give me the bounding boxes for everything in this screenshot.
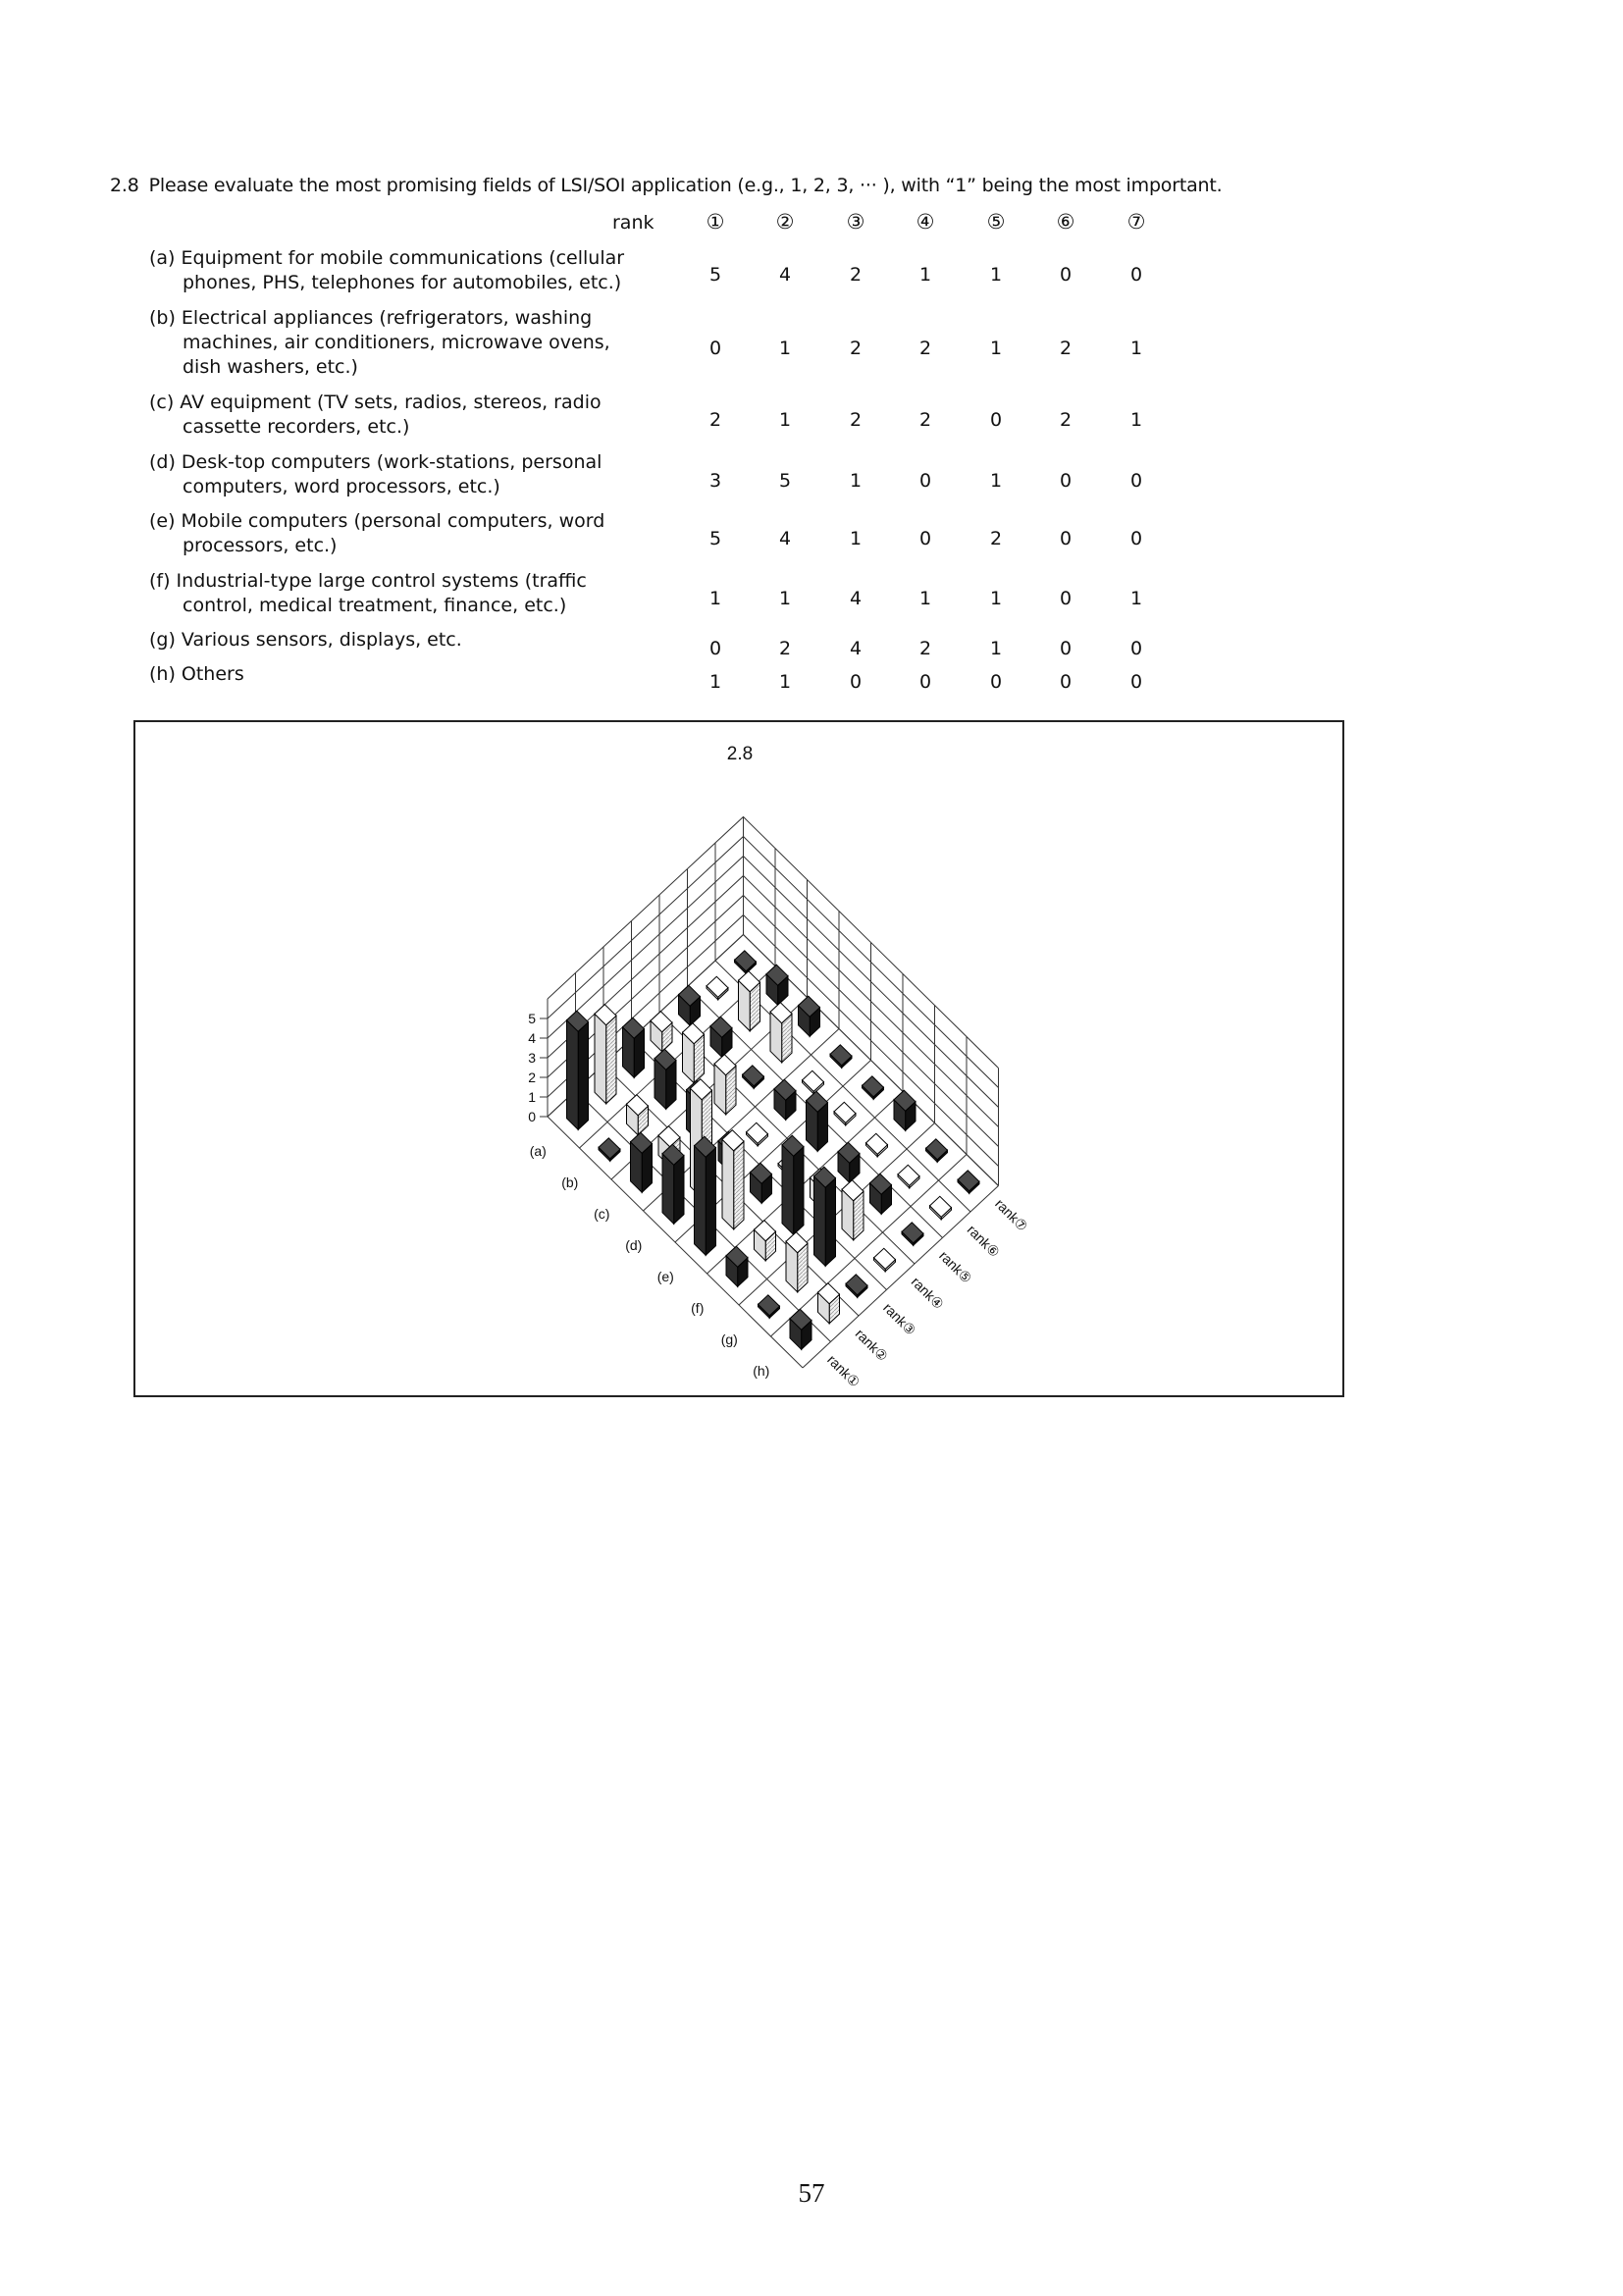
bar xyxy=(814,1176,826,1267)
row-label-line: (h) Others xyxy=(149,663,244,685)
bar xyxy=(846,1275,867,1295)
table-cell: 0 xyxy=(989,671,1003,693)
bar xyxy=(567,1020,579,1130)
category-label: (e) xyxy=(656,1269,674,1284)
table-cell: 4 xyxy=(849,638,863,659)
rank-3-heading: ③ xyxy=(846,210,865,234)
bar xyxy=(743,1066,764,1086)
bar xyxy=(674,1156,684,1225)
table-cell: 1 xyxy=(989,638,1003,659)
chart-title: 2.8 xyxy=(726,744,754,764)
series-label: rank⑤ xyxy=(936,1247,975,1287)
page-number: 57 xyxy=(798,2178,825,2208)
row-label xyxy=(149,450,602,499)
bar xyxy=(707,976,728,997)
z-tick-label: 2 xyxy=(528,1070,536,1085)
z-tick-label: 5 xyxy=(528,1011,536,1026)
row-label-line: (e) Mobile computers (personal computers, word xyxy=(149,510,605,532)
bar xyxy=(834,1102,856,1122)
table-cell: 0 xyxy=(1059,470,1073,492)
row-label-line: control, medical treatment, finance, etc.) xyxy=(183,595,567,616)
table-cell: 0 xyxy=(1129,528,1143,549)
bar xyxy=(706,1148,715,1256)
rank-2-heading: ② xyxy=(775,210,795,234)
table-cell: 1 xyxy=(989,470,1003,492)
table-cell: 0 xyxy=(1059,671,1073,693)
table-cell: 0 xyxy=(708,638,722,659)
table-cell: 5 xyxy=(778,470,792,492)
row-label-line: (g) Various sensors, displays, etc. xyxy=(149,629,462,651)
row-label-line: (c) AV equipment (TV sets, radios, stereos, radio xyxy=(149,391,602,413)
category-label: (f) xyxy=(691,1300,705,1316)
table-cell: 2 xyxy=(989,528,1003,549)
row-label-line: (a) Equipment for mobile communications (cellular xyxy=(149,247,625,269)
table-cell: 0 xyxy=(918,671,932,693)
table-cell: 2 xyxy=(708,409,722,431)
table-cell: 2 xyxy=(1059,409,1073,431)
row-label-line: machines, air conditioners, microwave ovens, xyxy=(183,332,610,353)
row-label-line: dish washers, etc.) xyxy=(183,356,358,378)
table-cell: 1 xyxy=(989,264,1003,286)
rank-1-heading: ① xyxy=(706,210,725,234)
z-tick-label: 3 xyxy=(528,1050,536,1066)
bar xyxy=(599,1138,620,1159)
bar xyxy=(734,1141,744,1229)
row-label-line: cassette recorders, etc.) xyxy=(183,416,410,438)
table-cell: 0 xyxy=(1059,264,1073,286)
table-cell: 1 xyxy=(778,588,792,609)
table-cell: 2 xyxy=(918,338,932,359)
series-label: rank① xyxy=(824,1351,864,1391)
category-label: (h) xyxy=(753,1363,770,1379)
category-label: (c) xyxy=(594,1206,610,1222)
bar xyxy=(930,1196,952,1217)
bar xyxy=(803,1070,824,1091)
series-label: rank③ xyxy=(880,1299,919,1339)
table-cell: 1 xyxy=(708,588,722,609)
rank-5-heading: ⑤ xyxy=(986,210,1006,234)
table-cell: 0 xyxy=(1129,638,1143,659)
question xyxy=(110,175,1464,196)
table-cell: 1 xyxy=(1129,409,1143,431)
table-cell: 0 xyxy=(1059,528,1073,549)
table-cell: 5 xyxy=(708,528,722,549)
table-cell: 1 xyxy=(778,409,792,431)
row-label-line: processors, etc.) xyxy=(183,535,338,556)
table-cell: 1 xyxy=(778,338,792,359)
bar xyxy=(695,1146,707,1256)
row-label xyxy=(149,662,244,687)
table-cell: 0 xyxy=(1059,588,1073,609)
bar xyxy=(958,1171,979,1191)
table-cell: 2 xyxy=(1059,338,1073,359)
table-cell: 0 xyxy=(1059,638,1073,659)
bar xyxy=(606,1016,616,1104)
bar xyxy=(759,1295,780,1316)
rank-label: rank xyxy=(612,212,654,234)
row-label-line: (f) Industrial-type large control systems (traffic xyxy=(149,570,587,592)
z-tick-label: 1 xyxy=(528,1089,536,1105)
bar xyxy=(866,1133,888,1154)
table-cell: 1 xyxy=(849,470,863,492)
bar xyxy=(782,1145,794,1235)
table-cell: 0 xyxy=(989,409,1003,431)
series-label: rank④ xyxy=(908,1274,948,1313)
table-cell: 0 xyxy=(1129,264,1143,286)
z-tick-label: 4 xyxy=(528,1030,536,1046)
table-cell: 1 xyxy=(1129,588,1143,609)
table-cell: 1 xyxy=(778,671,792,693)
bar xyxy=(662,1154,674,1225)
floor-gridline xyxy=(739,1123,935,1306)
table-cell: 1 xyxy=(918,588,932,609)
table-cell: 2 xyxy=(918,409,932,431)
bar xyxy=(863,1076,884,1097)
table-cell: 1 xyxy=(918,264,932,286)
table-cell: 2 xyxy=(778,638,792,659)
bar xyxy=(747,1122,768,1143)
row-label xyxy=(149,306,610,380)
category-label: (a) xyxy=(529,1143,547,1159)
table-cell: 0 xyxy=(1129,470,1143,492)
table-cell: 0 xyxy=(918,470,932,492)
table-cell: 3 xyxy=(708,470,722,492)
bar xyxy=(722,1139,734,1229)
table-cell: 1 xyxy=(849,528,863,549)
bar xyxy=(794,1147,804,1235)
bar xyxy=(595,1014,606,1104)
bar xyxy=(874,1248,896,1269)
table-cell: 2 xyxy=(849,264,863,286)
row-label-line: computers, word processors, etc.) xyxy=(183,476,500,497)
category-label: (d) xyxy=(625,1237,643,1253)
bar xyxy=(898,1165,919,1185)
bar xyxy=(735,951,757,971)
table-cell: 2 xyxy=(849,409,863,431)
table-cell: 2 xyxy=(849,338,863,359)
table-cell: 2 xyxy=(918,638,932,659)
question-text: Please evaluate the most promising fields of LSI/SOI application (e.g., 1, 2, 3, ··· ), with “1” being the most important. xyxy=(148,175,1223,196)
table-cell: 1 xyxy=(989,338,1003,359)
rank-4-heading: ④ xyxy=(916,210,935,234)
question-number: 2.8 xyxy=(110,175,139,196)
rank-6-heading: ⑥ xyxy=(1056,210,1075,234)
row-label-line: (b) Electrical appliances (refrigerators, washing xyxy=(149,307,593,329)
bar xyxy=(902,1223,923,1243)
table-cell: 1 xyxy=(708,671,722,693)
row-label xyxy=(149,628,462,652)
table-cell: 0 xyxy=(918,528,932,549)
table-cell: 0 xyxy=(1129,671,1143,693)
bar xyxy=(830,1045,852,1066)
rank-7-heading: ⑦ xyxy=(1126,210,1146,234)
row-label xyxy=(149,391,602,440)
series-label: rank⑦ xyxy=(992,1195,1031,1235)
table-cell: 1 xyxy=(1129,338,1143,359)
bar xyxy=(825,1178,835,1267)
series-label: rank⑥ xyxy=(964,1222,1004,1261)
row-label xyxy=(149,569,587,618)
table-cell: 0 xyxy=(708,338,722,359)
table-cell: 4 xyxy=(778,264,792,286)
rank-header xyxy=(0,210,1623,239)
category-label: (g) xyxy=(720,1331,738,1347)
series-label: rank② xyxy=(852,1326,892,1365)
table-cell: 4 xyxy=(849,588,863,609)
table-cell: 5 xyxy=(708,264,722,286)
bar xyxy=(926,1139,948,1160)
table-cell: 0 xyxy=(849,671,863,693)
chart-3d-bars xyxy=(135,722,1342,1395)
row-label xyxy=(149,509,604,558)
row-label-line: (d) Desk-top computers (work-stations, personal xyxy=(149,451,602,473)
chart-frame xyxy=(133,720,1344,1397)
table-cell: 1 xyxy=(989,588,1003,609)
bar xyxy=(578,1022,588,1130)
row-label xyxy=(149,246,624,295)
row-label-line: phones, PHS, telephones for automobiles, etc.) xyxy=(183,272,622,293)
category-label: (b) xyxy=(561,1174,579,1190)
table-cell: 4 xyxy=(778,528,792,549)
z-tick-label: 0 xyxy=(528,1109,536,1124)
